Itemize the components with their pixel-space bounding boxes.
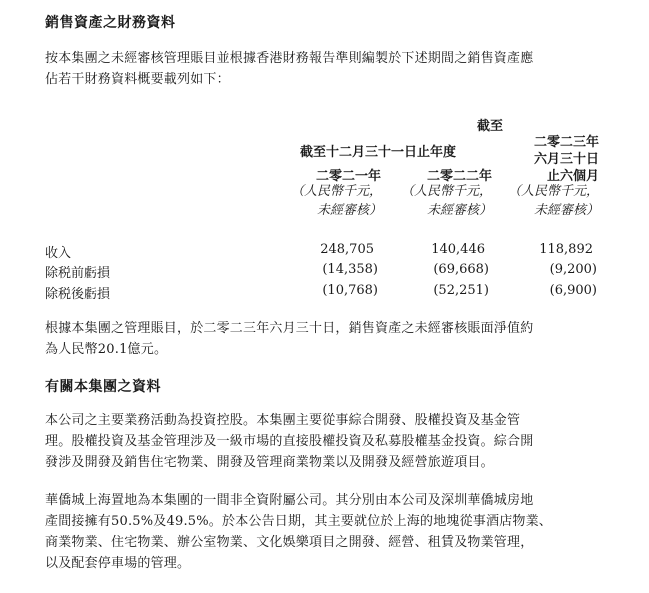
paragraph-line: 為人民幣20.1億元。 [45,342,168,357]
net-value-paragraph [45,318,605,360]
section-heading-financial-info: 銷售資產之財務資料 [45,15,176,31]
table-cell: 140,446 [431,242,485,257]
column-2-audit: 未經審核） [426,203,492,218]
column-3-audit: 未經審核） [533,203,599,218]
table-row-label-loss-after-tax: 除税後虧損 [45,287,111,302]
column-2-unit: （人民幣千元， [400,184,492,199]
column-2-year: 二零二二年 [426,169,492,184]
column-3-header-line: 截至 [476,119,503,134]
section-heading-group-info: 有關本集團之資料 [45,379,161,395]
paragraph-line: 按本集團之未經審核管理賬目並根據香港財務報告準則編製於下述期間之銷售資產應 [45,51,534,66]
table-cell: 248,705 [320,242,374,257]
table-cell: (9,200) [549,262,597,277]
column-1-unit: （人民幣千元， [290,184,382,199]
column-3-header-line: 止六個月 [546,169,599,184]
paragraph-line: 發涉及開發及銷售住宅物業、開發及管理商業物業以及開發及經營旅遊項目。 [45,455,494,470]
column-3-header-line: 二零二三年 [533,135,599,150]
table-cell: (10,768) [322,283,378,298]
table-group-header: 截至十二月三十一日止年度 [300,145,457,160]
column-1-year: 二零二一年 [315,169,381,184]
paragraph-line: 理。股權投資及基金管理涉及一級市場的直接股權投資及私募股權基金投資。綜合開 [45,434,534,449]
intro-paragraph [45,48,605,90]
paragraph-line: 本公司之主要業務活動為投資控股。本集團主要從事綜合開發、股權投資及基金管 [45,413,521,428]
paragraph-line: 根據本集團之管理賬目，於二零二三年六月三十日，銷售資產之未經審核賬面淨值約 [45,321,534,336]
table-cell: (52,251) [433,283,489,298]
paragraph-line: 華僑城上海置地為本集團的一間非全資附屬公司。其分別由本公司及深圳華僑城房地 [45,493,534,508]
paragraph-line: 以及配套停車場的管理。 [45,556,191,571]
paragraph-line: 商業物業、住宅物業、辦公室物業、文化娛樂項目之開發、經營、租賃及物業管理， [45,535,534,550]
group-info-paragraph-2 [45,490,605,574]
table-cell: 118,892 [539,242,593,257]
table-cell: (69,668) [433,262,489,277]
paragraph-line: 產間接擁有50.5%及49.5%。於本公告日期，其主要就位於上海的地塊從事酒店物業、 [45,514,552,529]
table-row-label-revenue: 收入 [45,246,72,261]
column-3-header-line: 六月三十日 [533,152,599,167]
paragraph-line: 佔若干財務資料概要載列如下： [45,72,230,87]
table-cell: (14,358) [322,262,378,277]
table-row-label-loss-before-tax: 除税前虧損 [45,266,111,281]
group-info-paragraph-1 [45,410,605,473]
column-3-unit: （人民幣千元， [507,184,599,199]
table-cell: (6,900) [549,283,597,298]
column-1-audit: 未經審核） [316,203,382,218]
